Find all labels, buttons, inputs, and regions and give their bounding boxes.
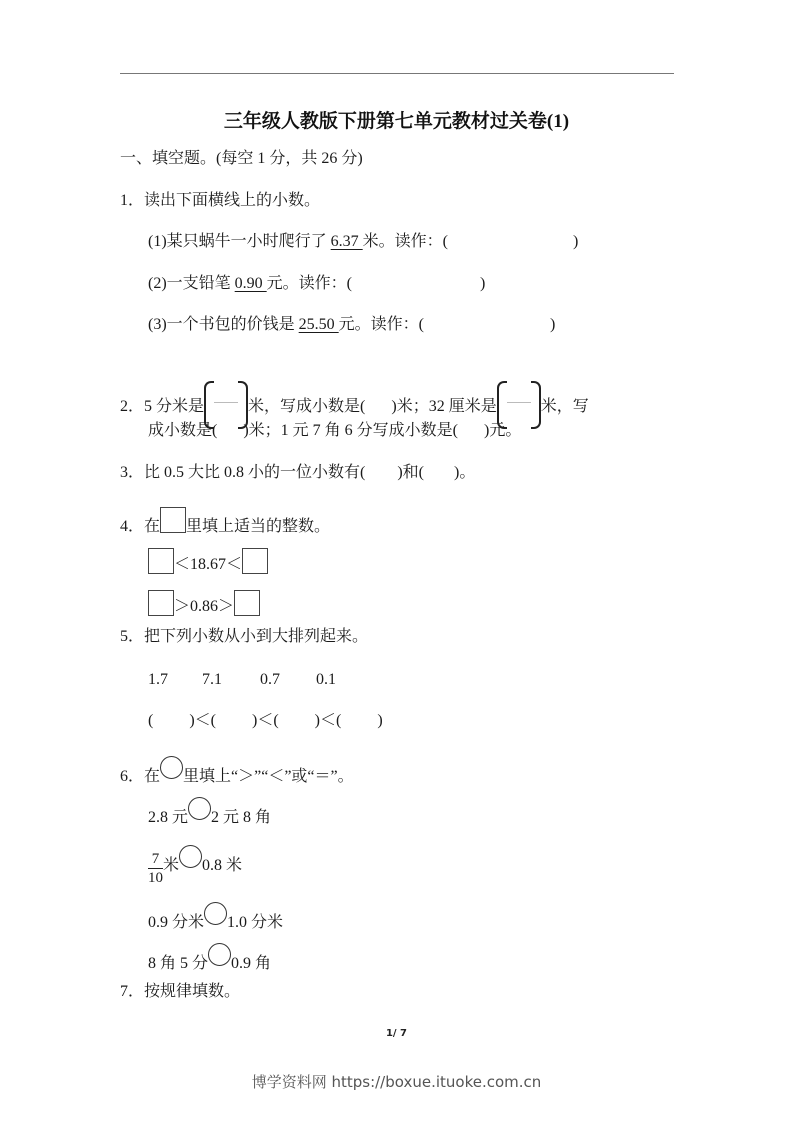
- question-4-stem: 4．在 里填上适当的整数。: [120, 507, 330, 537]
- decimal-number: 0.1: [316, 671, 336, 688]
- question-1-item-2: (2)一支铅笔 0.90 元。读作：( ): [148, 275, 486, 292]
- integer-box[interactable]: [148, 548, 174, 574]
- question-5-numbers: [148, 670, 336, 690]
- compare-circle[interactable]: [188, 797, 211, 820]
- title-text: 三年级人教版下册第七单元教材过关卷: [223, 110, 547, 132]
- question-5-stem: 5．把下列小数从小到大排列起来。: [120, 628, 369, 645]
- integer-box[interactable]: [148, 590, 174, 616]
- question-1-item-1: (1)某只蜗牛一小时爬行了 6.37 米。读作：( ): [148, 233, 579, 250]
- integer-box[interactable]: [234, 590, 260, 616]
- question-5-blanks: ( )＜( )＜( )＜( ): [148, 712, 383, 729]
- underlined-number: 25.50: [298, 316, 339, 333]
- question-4-row-1: ＜18.67＜: [148, 548, 268, 575]
- underlined-number: 6.37: [330, 233, 363, 250]
- header-rule: [120, 73, 674, 74]
- underlined-number: 0.90: [234, 275, 267, 292]
- question-2-line-1: 2．5 分米是 米，写成小数是( )米；32 厘米是 米，写: [120, 381, 589, 427]
- compare-circle[interactable]: [208, 943, 231, 966]
- question-3: 3．比 0.5 大比 0.8 小的一位小数有( )和( )。: [120, 464, 476, 481]
- integer-box[interactable]: [242, 548, 268, 574]
- question-1-item-3: (3)一个书包的价钱是 25.50 元。读作：( ): [148, 316, 556, 333]
- decimal-number: 0.7: [260, 671, 280, 688]
- compare-circle[interactable]: [204, 902, 227, 925]
- footer-watermark: 博学资料网 https://boxue.ituoke.com.cn: [251, 1073, 542, 1091]
- question-6-row-4: 8 角 5 分 0.9 角: [148, 943, 271, 974]
- question-4-row-2: ＞0.86＞: [148, 590, 260, 617]
- decimal-number: 7.1: [202, 671, 222, 688]
- question-7-stem: 7．按规律填数。: [120, 983, 241, 1000]
- page-number: 1/ 7: [385, 1028, 408, 1039]
- question-6-stem: 6．在 里填上“＞”“＜”或“＝”。: [120, 756, 354, 787]
- circle-icon: [160, 756, 183, 779]
- question-6-row-1: 2.8 元 2 元 8 角: [148, 797, 271, 828]
- decimal-number: 1.7: [148, 671, 168, 688]
- page-title: [0, 106, 793, 133]
- question-1-stem: 1．读出下面横线上的小数。: [120, 192, 321, 209]
- section-heading: 一、填空题。(每空 1 分，共 26 分): [120, 150, 363, 167]
- question-6-row-2: $\frac{7}{10}$ 米 0.8 米: [148, 845, 242, 887]
- question-6-row-3: 0.9 分米 1.0 分米: [148, 902, 283, 933]
- title-number: (1): [546, 111, 570, 132]
- fraction: $\frac{7}{10}$: [148, 851, 163, 886]
- question-2-line-2: 成小数是( )米；1 元 7 角 6 分写成小数是( )元。: [148, 422, 522, 439]
- square-icon: [160, 507, 186, 533]
- compare-circle[interactable]: [179, 845, 202, 868]
